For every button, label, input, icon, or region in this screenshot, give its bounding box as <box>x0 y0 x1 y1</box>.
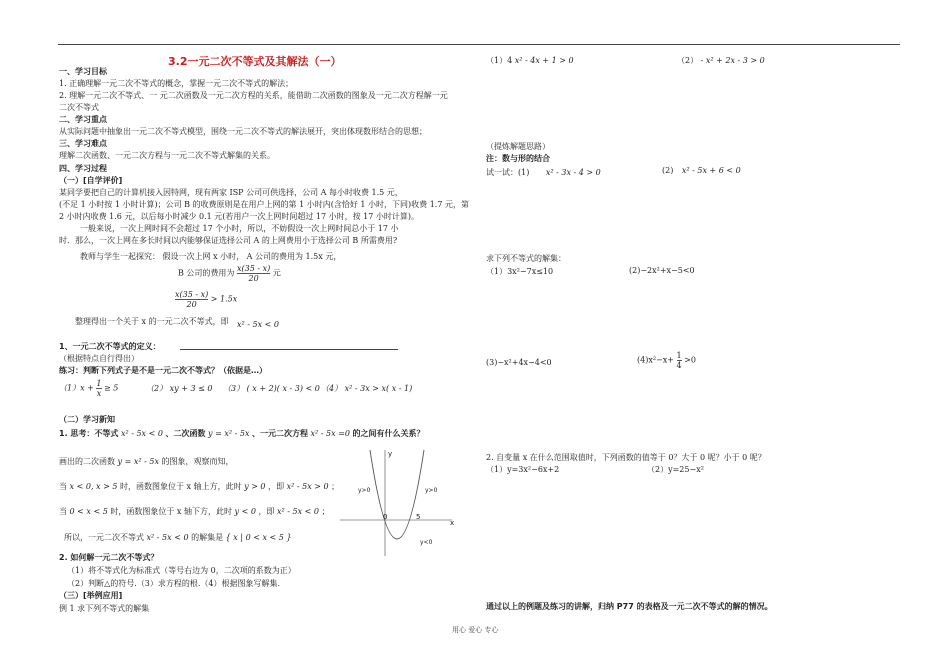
when-above-y: y > 0 <box>244 482 266 491</box>
question-2-part-2: （2）y=25−x² <box>647 465 704 474</box>
goal-2: 2. 理解一元二次不等式、一 元二次函数及一元二次方程的关系，能借助二次函数的图象及一元二次方程解一元 <box>59 91 448 100</box>
when-below-g: ； <box>321 507 330 516</box>
solve-3: (3)−x²+4x−4<0 <box>486 358 552 367</box>
new-knowledge-heading: （二）学习新知 <box>59 415 115 424</box>
cost-fraction-den: 20 <box>248 274 259 283</box>
exercise-heading: 练习：判断下列式子是不是一元二次不等式？（依据是…） <box>59 366 267 375</box>
exercise-1 <box>59 379 118 398</box>
problem-line-4: 一般来说，一次上网时间不会超过 17 个小时，所以，不妨假设一次上网时间总小于 17 小 <box>80 224 399 233</box>
key-point: 从实际问题中抽象出一元二次不等式模型，围绕一元二次不等式的解法展开，突出体现数形结合的思想； <box>59 127 427 136</box>
when-above-g: ； <box>331 482 340 491</box>
company-b-label: B 公司的费用为 <box>178 268 235 278</box>
section-process-heading: 四、学习过程 <box>59 164 107 173</box>
solve-2: (2)−2x²+x−5<0 <box>629 266 695 275</box>
exercise-1-lhs: （1）x + <box>59 383 94 393</box>
cost-inequality-fraction <box>175 290 208 309</box>
goal-1: 1. 正确理解一元二次不等式的概念，掌握一元二次不等式的解法； <box>59 79 294 88</box>
when-below-c: 时，函数图象位于 x 轴下方，此时 <box>110 507 232 516</box>
think-tail: 的之间有什么关系？ <box>352 429 425 438</box>
try-part-2-ineq: x² - 5x + 6 < 0 <box>681 166 741 175</box>
think-equation-label: 、一元二次方程 <box>252 429 308 438</box>
solve-4-rhs: >0 <box>684 355 696 365</box>
inequality-main: x² - 5x < 0 <box>237 320 279 329</box>
example-1-part-2-ineq: - x² + 2x - 3 > 0 <box>700 56 765 65</box>
company-b-cost <box>178 264 281 283</box>
solve-4-lhs: (4)x²−x+ <box>637 355 674 365</box>
problem-line-5: 时．那么，一次上网在多长时间以内能够保证选择公司 A 的上网费用小于选择公司 B 所需费用? <box>59 236 398 245</box>
section-key-heading: 二、学习重点 <box>59 115 107 124</box>
solve-4-den: 4 <box>676 361 682 370</box>
when-below-range: 0 < x < 5 <box>69 507 108 516</box>
problem-line-3: 2 小时内收费 1.6 元，以后每小时减少 0.1 元(若用户一次上网时间超过 17 小时，按 17 小时计算)。 <box>59 212 420 221</box>
graph-intro <box>59 456 234 467</box>
example-1-part-1-label: （1）4 <box>486 56 513 65</box>
solve-heading: 求下列不等式的解集： <box>486 254 566 263</box>
example-1-part-1 <box>486 55 574 66</box>
company-b-unit: 元 <box>272 268 281 278</box>
hint-text: （提炼解题思路） <box>486 142 550 151</box>
page-title: 3.2一元二次不等式及其解法（一） <box>168 55 342 68</box>
exercise-1-rhs: ≥ 5 <box>104 383 119 393</box>
try-part-2-label: (2) <box>662 166 674 175</box>
solve-4-num: 1 <box>676 351 682 360</box>
when-above-range: x < 0, x > 5 <box>69 482 118 491</box>
self-study-heading: （一）[自学评价] <box>59 176 123 185</box>
when-above-ineq: x² - 5x > 0 <box>286 482 329 491</box>
exercise-1-fraction <box>96 379 101 398</box>
question-2: 2. 自变量 x 在什么范围取值时，下列函数的值等于 0？大于 0 呢？小于 0 呢？ <box>486 453 766 462</box>
solution-set-c: 的解集是 <box>191 533 224 542</box>
header-rule <box>58 44 900 45</box>
exercise-4: （4） x² - 3x > x( x - 1) <box>321 384 413 393</box>
when-below-y: y < 0 <box>234 507 256 516</box>
cost-fraction-num: x(35 - x) <box>236 264 271 273</box>
section-goals-heading: 一、学习目标 <box>59 67 107 76</box>
parabola-curve <box>370 450 424 539</box>
think-function-label: 、二次函数 <box>165 429 206 438</box>
when-above-e: ，即 <box>268 482 285 491</box>
solution-set-line <box>64 532 291 543</box>
summary-line: 通过以上的例题及练习的讲解，归纳 P77 的表格及一元二次不等式的解的情况。 <box>486 602 773 611</box>
difficulty: 理解二次函数、一元二次方程与一元二次不等式解集的关系。 <box>59 151 275 160</box>
exercise-1-num: 1 <box>96 379 102 388</box>
solution-set-ineq: x² - 5x < 0 <box>146 533 189 542</box>
explore-line: 教师与学生一起探究： 假设一次上网 x 小时， A 公司的费用为 1.5x 元， <box>80 252 342 261</box>
when-below-ineq: x² - 5x < 0 <box>277 507 320 516</box>
solve-1: （1）3x²−7x≤10 <box>486 267 554 276</box>
solution-set-a: 所以，一元二次不等式 <box>64 533 144 542</box>
think-function: y = x² - 5x <box>208 429 250 438</box>
try-part-1-ineq: x² - 3x - 4 > 0 <box>545 168 601 177</box>
how-heading: 2. 如何解一元二次不等式？ <box>59 553 159 562</box>
problem-line-1: 某同学要把自己的计算机接入因特网，现有两家 ISP 公司可供选择，公司 A 每小时收费 1.5 元， <box>59 188 403 197</box>
when-below-a: 当 <box>59 507 67 516</box>
graph-intro-c: 的图象，观察而知， <box>161 457 234 466</box>
graph-intro-a: 画出的二次函数 <box>59 457 115 466</box>
graph-intro-fn: y = x² - 5x <box>117 457 159 466</box>
application-heading: （三）[举例应用] <box>59 591 123 600</box>
organize-line: 整理得出一个关于 x 的一元二次不等式，即 <box>75 317 229 326</box>
when-below-e: ，即 <box>258 507 275 516</box>
think-question <box>59 428 425 439</box>
when-below <box>59 506 330 517</box>
section-difficulty-heading: 三、学习难点 <box>59 139 107 148</box>
when-above <box>59 481 339 492</box>
solve-4 <box>637 351 696 370</box>
graph-y-label: y <box>388 450 393 458</box>
definition-note: （根据特点自行得出） <box>59 354 139 363</box>
cost-fraction <box>237 264 270 283</box>
try-label: 试一试：(1) <box>486 168 530 177</box>
cost-inequality-den: 20 <box>186 300 197 309</box>
note-heading: 注：数与形的结合 <box>486 154 550 163</box>
solve-4-fraction <box>677 351 682 370</box>
when-above-c: 时，函数图象位于 x 轴上方，此时 <box>119 482 242 491</box>
cost-inequality <box>175 290 237 309</box>
page-footer: 用心 爱心 专心 <box>452 626 499 634</box>
how-step-2: （2）判断△的符号.（3）求方程的根.（4）根据图象写解集. <box>67 579 281 588</box>
when-above-a: 当 <box>59 482 67 491</box>
example-1: 例 1 求下列不等式的解集 <box>59 604 150 613</box>
example-1-part-2-label: （2） <box>677 56 699 65</box>
graph-ypos-label: y>0 <box>425 487 438 494</box>
question-2-part-1: （1）y=3x²−6x+2 <box>486 465 560 474</box>
graph-x-label: x <box>450 519 455 527</box>
problem-line-2: (不足 1 小时按 1 小时计算)；公司 B 的收费原则是在用户上网的第 1 小时内(含恰好 1 小时，下同)收费 1.7 元，第 <box>59 200 469 209</box>
try-part-2 <box>662 166 741 175</box>
graph-five-label: 5 <box>416 513 421 521</box>
solution-set-value: { x | 0 < x < 5 } <box>225 533 292 542</box>
definition-blank <box>180 349 398 350</box>
exercise-1-den: x <box>96 389 102 398</box>
goal-2-cont: 二次不等式 <box>59 103 99 112</box>
think-inequality: x² - 5x < 0 <box>120 429 163 438</box>
how-step-1: （1）将不等式化为标准式（等号右边为 0，二次项的系数为正） <box>67 566 296 575</box>
example-1-part-1-ineq: x² - 4x + 1 > 0 <box>514 56 574 65</box>
think-label: 1. 思考：不等式 <box>59 429 119 438</box>
cost-inequality-rhs: > 1.5x <box>210 294 238 304</box>
graph-origin-label: 0 <box>383 513 388 521</box>
example-1-part-2 <box>677 55 765 66</box>
exercise-2: （2） xy + 3 ≤ 0 <box>146 384 213 393</box>
definition-heading: 1、一元二次不等式的定义： <box>59 342 161 351</box>
graph-yneg-label: y<0 <box>420 539 433 546</box>
graph-ypos2-label: y>0 <box>358 487 371 494</box>
try-part-1 <box>486 167 601 178</box>
parabola-graph <box>340 448 460 558</box>
exercise-3: （3） ( x + 2)( x - 3) < 0 <box>223 384 320 393</box>
cost-inequality-num: x(35 - x) <box>175 290 209 299</box>
think-equation: x² - 5x =0 <box>310 429 350 438</box>
